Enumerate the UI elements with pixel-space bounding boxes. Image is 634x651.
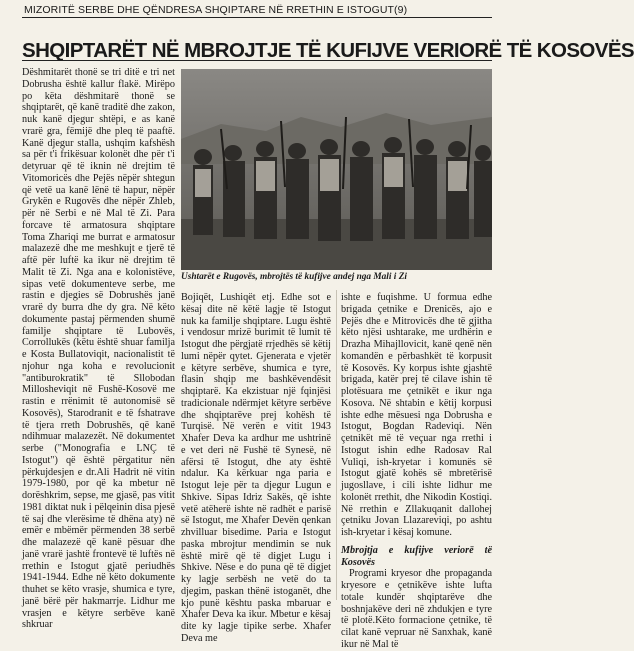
headline: SHQIPTARËT NË MBROJTJE TË KUFIJVE VERIORË TË KOSOVËS xyxy=(22,38,634,62)
section-text: Programi kryesor dhe propaganda kryesore e çetnikëve ishte lufta totale kundër shqiptarëve dhe boshnjakëve deri në zhdukjen e tyre të plotë.Këto formacione çetnike, të cilat kanë vepruar në Sanxhak, kanë ikur në Mal të xyxy=(341,568,492,650)
top-rule xyxy=(22,17,492,18)
headline-rule xyxy=(22,60,492,61)
column-1 xyxy=(22,67,175,631)
photo-caption: Ushtarët e Rugovës, mbrojtës të kufijve andej nga Mali i Zi xyxy=(181,272,407,282)
column-2-text: Bojiqët, Lushiqët etj. Edhe sot e kësaj dite në këtë lagje të Istogut nuk ka familje shqiptare. Lugu është i vendosur mrizë burimit të lumit të Istogut dhe përgjatë rrjedhës së këtij lumi nëpër qytet. Gjenerata e vjetër e këtyre serbëve, shumica e tyre, flasin shqip me bashkëvendësit shqiptarë. Ka ekzistuar një fqinjësi tradicionale ndërmjet këtyre serbëve dhe shqiptarëve prej kohësh të Turqisë. Në verën e vitit 1943 Xhafer Deva ka ardhur me ushtrinë e vet deri në Fushë të Synesë, në afërsi të Istogut, dhe aty është ndalur. Ka kërkuar nga paria e Istogut leje për ta djegur Lugun e Shkive. Sipas Idriz Sakës, që ishte vetë atëherë ishte në radhët e parisë së Istogut, me Xhafer Devën qenkan zhvilluar bisedime. Paria e Istogut paska mbrojtur mendimin se nuk është mirë që të digjet Lugu i Shkive. Nëse e do puna që të digjet ky lagje serbësh ne vetë do ta djegim, paskan thënë istoganët, dhe kjo punë kështu paska mbaruar e Xhafer Deva ka ikur. Mbetur e kësaj dite ky lagje tipike serbe. Xhafer Deva me xyxy=(181,292,331,644)
section-subheading: Mbrojtja e kufijve veriorë të Kosovës xyxy=(341,544,492,568)
historical-photo xyxy=(181,69,492,270)
soldiers-photo-image xyxy=(181,69,492,270)
series-title: MIZORITË SERBE DHE QËNDRESA SHQIPTARE NË RRETHIN E ISTOGUT(9) xyxy=(24,4,408,16)
column-3 xyxy=(341,292,492,650)
column-3-text: ishte e fuqishme. U formua edhe brigada çetnike e Drenicës, ajo e Pejës dhe e Mitrovicës dhe të gjitha këto njësi ushtarake, me urdhërin e Drazha Mihajllovicit, kanë qenë nën komandën e përbashkët të korpusit të Kosovës. Ky korpus ishte gjashtë brigada, katër prej të cilave ishin të plotësuara me çetnikët e ikur nga Kosova. Në shtabin e këtij korpusi ishte edhe mësuesi nga Dobrusha e Istogut, Bogdan Radeviqi. Nën çetnikët më të veçuar nga rrethi i Istogut ishin edhe Radosav Ral Vuliqi, ish-kryetar i komunës së Istogut gjatë kohës së mbretërisë jugosllave, i cili ishte lidhur me kolonët rrethit, dhe Nikodin Kostiqi. Në rrethin e Zllakuqanit dallohej çetniku Jovan Llazareviqi, po ashtu ish-kryetar i kësaj komune. xyxy=(341,292,492,538)
column-divider xyxy=(336,290,337,600)
column-2 xyxy=(181,292,331,644)
column-1-text: Dëshmitarët thonë se tri ditë e tri net Dobrusha është kallur flakë. Mirëpo po këta dëshmitarë thonë se shqiptarët, që kanë traditë dhe zakon, nuk kanë djegur shtëpi, e as kanë vrarë gra, fëmijë dhe pleq të paaftë. Kanë djegur stalla, ushqim kafshësh sa për t'i frikësuar kolonët dhe për t'i detyruar që të iknin në drejtim të Vitomoricës dhe Pejës nëpër shtegun që vetë ua kanë lënë të hapur, nëpër Grykën e Rugovës dhe nëpër Zhleb, për në Serbi e në Mal të Zi. Para forcave të armatosura shqiptare Toma Zhariqi me burrat e armatosur malazezë dhe me meshkujt e tjerë të aftë për luftë ka ikur në drejtim të Malit të Zi. Nga ana e kolonistëve, sipas vetë dokumenteve serbe, me rastin e djegies së Dobrushës janë vrarë dy burra dhe dy gra. Në këto dokumente pastaj përmenden shumë familje shqiptare të Lubovës, Corrollukës (këtu është shuar familja e Kosta Bullatoviqit, nacionalistit të njohur nga koha e revolucionit "antiburokratik" të Sllobodan Millosheviqit në Fushë-Kosovë me rastin e rrënimit të autonomisë së Kosovës), Starodranit e të fshatrave të tjera rreth Dobrushës, që kanë ndihmuar malazezët. Në dokumentet serbe ("Monografia e LNÇ të Istogut") që është përgatitur nën përkujdesjen e dr.Ali Hadrit në vitin 1979-1980, por që ka mbetur në dorëshkrim, sepse, me gjasë, pas vitit 1981 diktat nuk i pëlqeinin disa pjesë të saj dhe vlerësime të dhëna aty) në emër e mbëmër përmenden 38 serbë dhe malazezë që kanë pësuar dhe janë vrarë jashtë frontevë të luftës në rrethin e Istogut gjatë periudhës 1941-1944. Edhe në këto dokumente thuhet se këto vrasje, shumica e tyre, janë bërë për hakmarrje. Lidhur me vrasjen e këtyre serbëve kanë shkruar xyxy=(22,67,175,631)
